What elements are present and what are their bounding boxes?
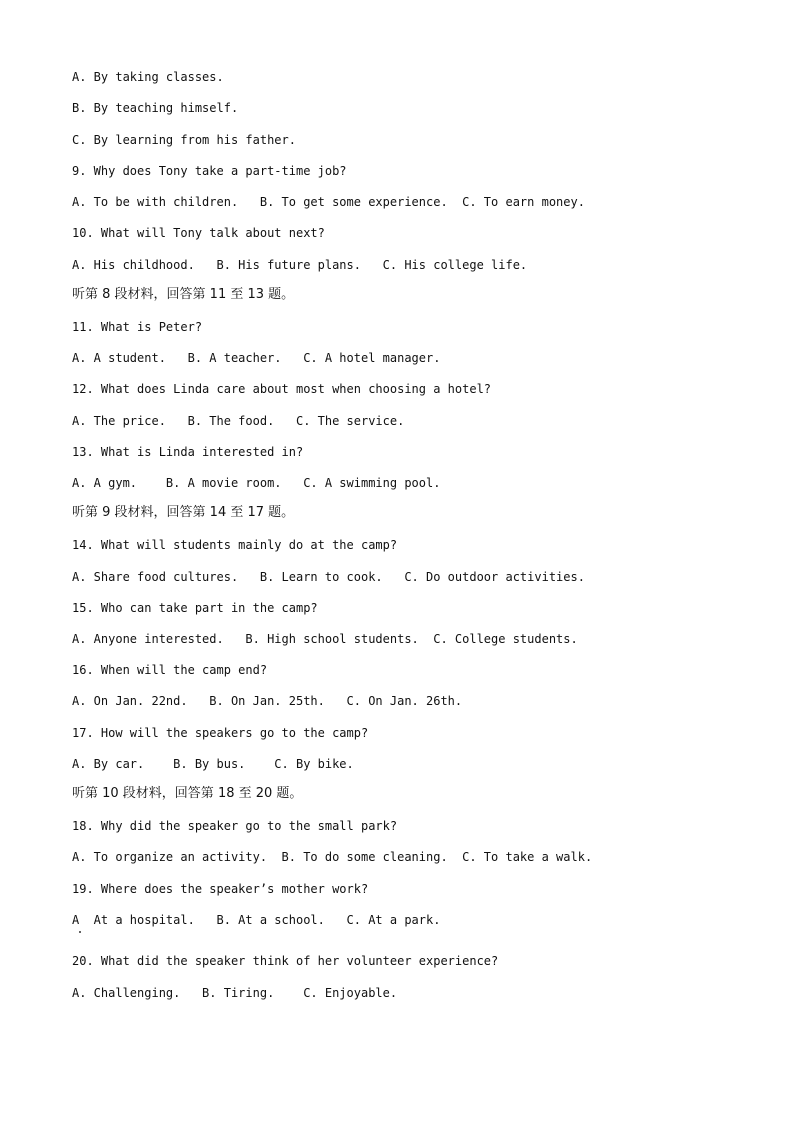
question-11: 11. What is Peter?: [72, 320, 203, 334]
question-14: 14. What will students mainly do at the camp?: [72, 538, 398, 552]
options-17: A. By car. B. By bus. C. By bike.: [72, 757, 354, 771]
options-19: A At a hospital. B. At a school. C. At a park.: [72, 913, 441, 927]
question-20: 20. What did the speaker think of her volunteer experience?: [72, 954, 499, 968]
options-12: A. The price. B. The food. C. The service.: [72, 414, 405, 428]
stray-mark: [79, 931, 81, 933]
question-12: 12. What does Linda care about most when choosing a hotel?: [72, 382, 492, 396]
option-8c: C. By learning from his father.: [72, 133, 296, 147]
options-20: A. Challenging. B. Tiring. C. Enjoyable.: [72, 986, 398, 1000]
question-9: 9. Why does Tony take a part-time job?: [72, 164, 347, 178]
section-heading-10: 听第 10 段材料，回答第 18 至 20 题。: [72, 786, 303, 801]
question-15: 15. Who can take part in the camp?: [72, 601, 318, 615]
options-13: A. A gym. B. A movie room. C. A swimming pool.: [72, 476, 441, 490]
option-8a: A. By taking classes.: [72, 70, 224, 84]
section-heading-8: 听第 8 段材料，回答第 11 至 13 题。: [72, 287, 295, 302]
option-8b: B. By teaching himself.: [72, 101, 239, 115]
question-18: 18. Why did the speaker go to the small park?: [72, 819, 398, 833]
question-19: 19. Where does the speaker’s mother work?: [72, 882, 369, 896]
section-heading-9: 听第 9 段材料，回答第 14 至 17 题。: [72, 505, 295, 520]
options-15: A. Anyone interested. B. High school students. C. College students.: [72, 632, 578, 646]
options-9: A. To be with children. B. To get some experience. C. To earn money.: [72, 195, 585, 209]
question-16: 16. When will the camp end?: [72, 663, 268, 677]
options-11: A. A student. B. A teacher. C. A hotel manager.: [72, 351, 441, 365]
options-18: A. To organize an activity. B. To do some cleaning. C. To take a walk.: [72, 850, 593, 864]
question-10: 10. What will Tony talk about next?: [72, 226, 325, 240]
question-17: 17. How will the speakers go to the camp?: [72, 726, 369, 740]
options-14: A. Share food cultures. B. Learn to cook. C. Do outdoor activities.: [72, 570, 585, 584]
options-16: A. On Jan. 22nd. B. On Jan. 25th. C. On Jan. 26th.: [72, 694, 463, 708]
options-10: A. His childhood. B. His future plans. C. His college life.: [72, 258, 528, 272]
question-13: 13. What is Linda interested in?: [72, 445, 304, 459]
